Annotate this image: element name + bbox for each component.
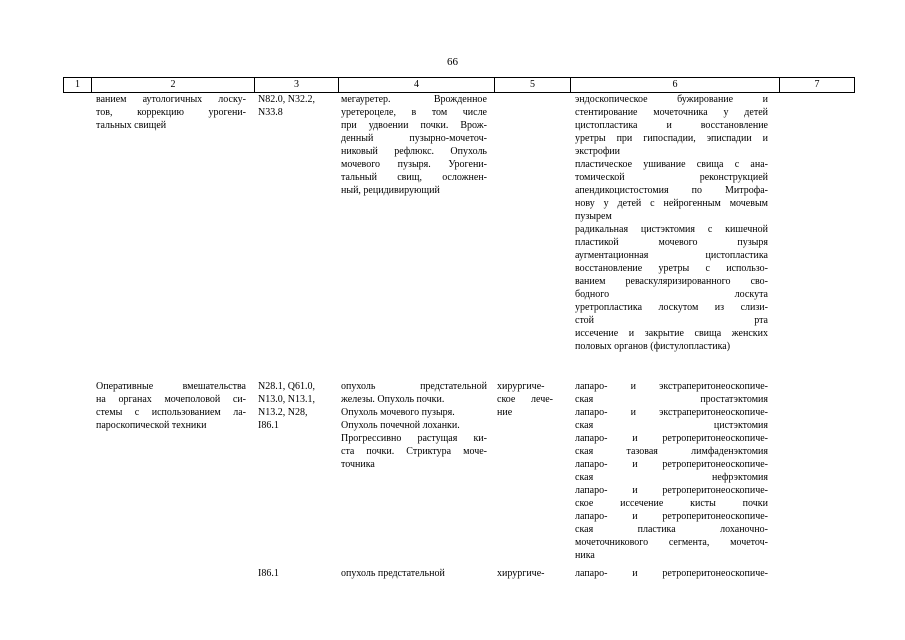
cell-line: I86.1 [258,568,279,579]
cell-line: уретропластика лоскутом из слизи- [575,302,768,313]
cell-line: аугментационная цистопластика [575,250,768,261]
cell-line: иссечение и закрытие свища женских [575,328,768,339]
cell-line: мочеточникового сегмента, мочеточ- [575,537,768,548]
cell-line: I86.1 [258,420,279,431]
row-1-col-4 [341,93,487,197]
cell-line: Прогрессивно растущая ки- [341,433,487,444]
row-3-col-6 [575,567,768,580]
row-2-col-2 [96,380,246,432]
cell-line: Оперативные вмешательства [96,381,246,392]
cell-line: ванием реваскуляризированного сво- [575,276,768,287]
header-col-1: 1 [63,78,91,92]
cell-line: N82.0, N32.2, [258,94,315,105]
cell-line: стентирование мочеточника у детей [575,107,768,118]
row-3-col-3 [258,567,329,580]
cell-line: пластическое ушивание свища с ана- [575,159,768,170]
cell-line: Опухоль почечной лоханки. [341,420,460,431]
cell-line: ние [497,407,513,418]
header-col-2: 2 [91,78,254,92]
cell-line: бодного лоскута [575,289,768,300]
cell-line: ный, рецидивирующий [341,185,440,196]
row-1-col-3 [258,93,329,119]
cell-line: экстрофии [575,146,621,157]
cell-line: лапаро- и ретроперитонеоскопиче- [575,568,768,579]
cell-line: N13.2, N28, [258,407,308,418]
cell-line: лапаро- и ретроперитонеоскопиче- [575,459,768,470]
cell-line: лапаро- и ретроперитонеоскопиче- [575,511,768,522]
cell-line: томической реконструкцией [575,172,768,183]
row-2-col-6 [575,380,768,562]
cell-line: железы. Опухоль почки. [341,394,445,405]
cell-line: Опухоль мочевого пузыря. [341,407,455,418]
cell-line: никовый рефлюкс. Опухоль [341,146,487,157]
row-3-col-4 [341,567,487,580]
cell-line: эндоскопическое бужирование и [575,94,768,105]
cell-line: уретероцеле, в том числе [341,107,487,118]
cell-line: радикальная цистэктомия с кишечной [575,224,768,235]
header-col-5: 5 [494,78,570,92]
row-3-col-5 [497,567,553,580]
cell-line: уретры при гипоспадии, эписпадии и [575,133,768,144]
cell-line: опухоль предстательной [341,568,445,579]
cell-line: точника [341,459,375,470]
cell-line: нову у детей с нейрогенным мочевым [575,198,768,209]
table-header-row [63,77,855,93]
header-col-7: 7 [779,78,855,92]
row-1-col-2 [96,93,246,132]
cell-line: ская тазовая лимфаденэктомия [575,446,768,457]
cell-line: лапаро- и ретроперитонеоскопиче- [575,433,768,444]
cell-line: ста почки. Стриктура моче- [341,446,487,457]
cell-line: N28.1, Q61.0, [258,381,315,392]
cell-line: стой рта [575,315,768,326]
cell-line: тальных свищей [96,120,167,131]
cell-line: ское иссечение кисты почки [575,498,768,509]
cell-line: восстановление уретры с использо- [575,263,768,274]
cell-line: стемы с использованием ла- [96,407,246,418]
cell-line: N13.0, N13.1, [258,394,315,405]
cell-line: ская нефрэктомия [575,472,768,483]
header-col-4: 4 [338,78,494,92]
cell-line: пузырем [575,211,612,222]
cell-line: денный пузырно-мочеточ- [341,133,487,144]
cell-line: тов, коррекцию урогени- [96,107,246,118]
cell-line: опухоль предстательной [341,381,487,392]
page-number: 66 [447,56,458,68]
cell-line: половых органов (фистулопластика) [575,341,731,352]
cell-line: апендикоцистостомия по Митрофа- [575,185,768,196]
cell-line: ское лече- [497,394,553,405]
cell-line: пластикой мочевого пузыря [575,237,768,248]
cell-line: ская простатэктомия [575,394,768,405]
cell-line: лапаро- и экстраперитонеоскопиче- [575,407,768,418]
cell-line: ская цистэктомия [575,420,768,431]
cell-line: ская пластика лоханочно- [575,524,768,535]
cell-line: тальный свищ, осложнен- [341,172,487,183]
cell-line: хирургиче- [497,381,545,392]
cell-line: ника [575,550,595,561]
cell-line: лапаро- и ретроперитонеоскопиче- [575,485,768,496]
cell-line: при удвоении почки. Врож- [341,120,487,131]
row-2-col-3 [258,380,329,432]
cell-line: мегауретер. Врожденное [341,94,487,105]
row-2-col-4 [341,380,487,471]
cell-line: на органах мочеполовой си- [96,394,246,405]
header-col-6: 6 [570,78,779,92]
cell-line: ванием аутологичных лоску- [96,94,246,105]
row-1-col-6 [575,93,768,353]
cell-line: хирургиче- [497,568,545,579]
cell-line: мочевого пузыря. Урогени- [341,159,487,170]
header-col-3: 3 [254,78,338,92]
row-2-col-5 [497,380,553,419]
cell-line: пароскопической техники [96,420,207,431]
cell-line: цистопластика и восстановление [575,120,768,131]
cell-line: лапаро- и экстраперитонеоскопиче- [575,381,768,392]
cell-line: N33.8 [258,107,283,118]
